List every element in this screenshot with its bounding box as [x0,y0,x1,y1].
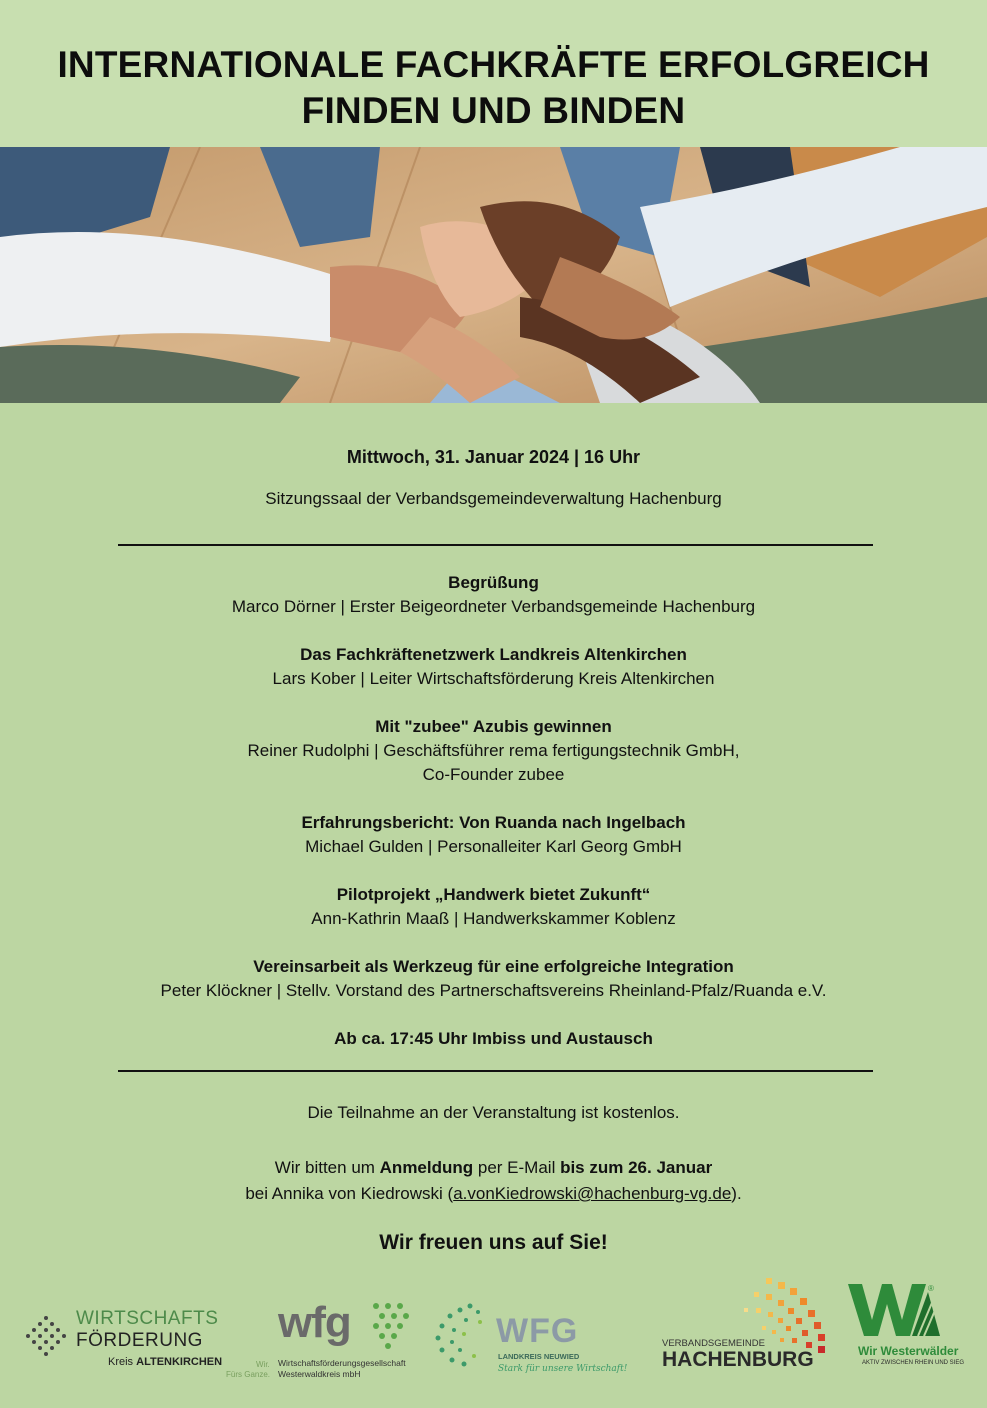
reg-text: per E-Mail [473,1158,561,1177]
agenda-item [0,715,987,787]
ww-sub: AKTIV ZWISCHEN RHEIN UND SIEG [862,1360,965,1366]
wf-kreis-name: ALTENKIRCHEN [136,1356,223,1368]
logo-vg-hachenburg [660,1276,836,1380]
snack-note: Ab ca. 17:45 Uhr Imbiss und Austausch [334,1029,653,1048]
vg-big-label: HACHENBURG [662,1348,814,1371]
logo-bar [0,1270,987,1408]
agenda-item-speaker: Peter Klöckner | Stellv. Vorstand des Partnerschaftsvereins Rheinland-Pfalz/Ruanda e.V. [160,981,827,1000]
agenda-item-title: Begrüßung [448,573,539,592]
reg-text: bei Annika von Kiedrowski ( [245,1184,454,1203]
swirl-dots-icon [430,1300,496,1370]
header-banner [0,0,987,147]
agenda-item-speaker: Reiner Rudolphi | Geschäftsführer rema fertigungstechnik GmbH, [247,741,740,760]
vg-small-label: VERBANDSGEMEINDE [662,1338,765,1349]
agenda-item-title: Erfahrungsbericht: Von Ruanda nach Ingelbach [301,813,686,832]
wf-kreis [108,1356,222,1368]
registration-note [0,1155,987,1207]
agenda-item [0,643,987,691]
ww-name: Wir Westerwälder [858,1344,959,1358]
agenda-item-title: Mit "zubee" Azubis gewinnen [375,717,612,736]
wfg-sub1: Wir. [256,1360,270,1369]
agenda-list [0,571,987,1051]
hands-together-photo [0,147,987,403]
agenda-item-speaker-line2: Co-Founder zubee [422,765,565,784]
wfg-sub2: Fürs Ganze. [226,1370,271,1379]
title-line-2: FINDEN UND BINDEN [301,90,686,131]
wf-line2: FÖRDERUNG [76,1330,203,1351]
logo-wfg-westerwaldkreis [226,1298,416,1388]
agenda-item [0,811,987,859]
greeting: Wir freuen uns auf Sie! [379,1231,608,1254]
wf-line1: WIRTSCHAFTS [76,1308,219,1329]
logo-wfg-neuwied [430,1298,650,1388]
wfg-desc1: Wirtschaftsförderungsgesellschaft [278,1358,406,1368]
registered-mark: ® [928,1284,934,1293]
reg-text: Wir bitten um [274,1158,380,1177]
agenda-item [0,883,987,931]
diamond-dots-icon [24,1314,68,1358]
wfg-wordmark: wfg [278,1298,351,1347]
logo-wir-westerwaelder [844,1284,974,1384]
agenda-item-speaker: Michael Gulden | Personalleiter Karl Georg GmbH [305,837,682,856]
free-participation-note: Die Teilnahme an der Veranstaltung ist kostenlos. [307,1103,680,1122]
divider-top [118,544,873,546]
agenda-item-title: Das Fachkräftenetzwerk Landkreis Altenkirchen [300,645,687,664]
agenda-item-title: Vereinsarbeit als Werkzeug für eine erfolgreiche Integration [253,957,734,976]
agenda-item-speaker: Lars Kober | Leiter Wirtschaftsförderung Kreis Altenkirchen [272,669,715,688]
reg-bold-deadline: bis zum 26. Januar [560,1158,713,1177]
event-venue: Sitzungssaal der Verbandsgemeindeverwaltung Hachenburg [265,489,722,508]
page-title [0,0,987,134]
event-date-time: Mittwoch, 31. Januar 2024 | 16 Uhr [346,447,641,467]
dot-cluster-icon [368,1300,412,1350]
agenda-item-speaker: Marco Dörner | Erster Beigeordneter Verbandsgemeinde Hachenburg [231,597,756,616]
divider-bottom [118,1070,873,1072]
agenda-item [0,955,987,1003]
wfg-neuwied-wordmark: WFG [496,1312,579,1350]
agenda-item [0,571,987,619]
reg-bold-registration: Anmeldung [379,1158,474,1177]
logo-wirtschaftsfoerderung-altenkirchen [24,1310,224,1380]
wf-kreis-label: Kreis [108,1356,137,1368]
reg-text: ). [731,1184,742,1203]
agenda-item-speaker: Ann-Kathrin Maaß | Handwerkskammer Koblenz [311,909,676,928]
ww-mark-icon [848,1284,940,1338]
email-link[interactable]: a.vonKiedrowski@hachenburg-vg.de [453,1184,732,1203]
wfg-neuwied-slogan: Stark für unsere Wirtschaft! [498,1364,628,1374]
agenda-item-title: Pilotprojekt „Handwerk bietet Zukunft“ [336,885,651,904]
title-line-1: INTERNATIONALE FACHKRÄFTE ERFOLGREICH [57,44,930,85]
event-details [0,403,987,1408]
wfg-desc2: Westerwaldkreis mbH [278,1369,361,1379]
wfg-neuwied-sub: LANDKREIS NEUWIED [498,1352,580,1361]
